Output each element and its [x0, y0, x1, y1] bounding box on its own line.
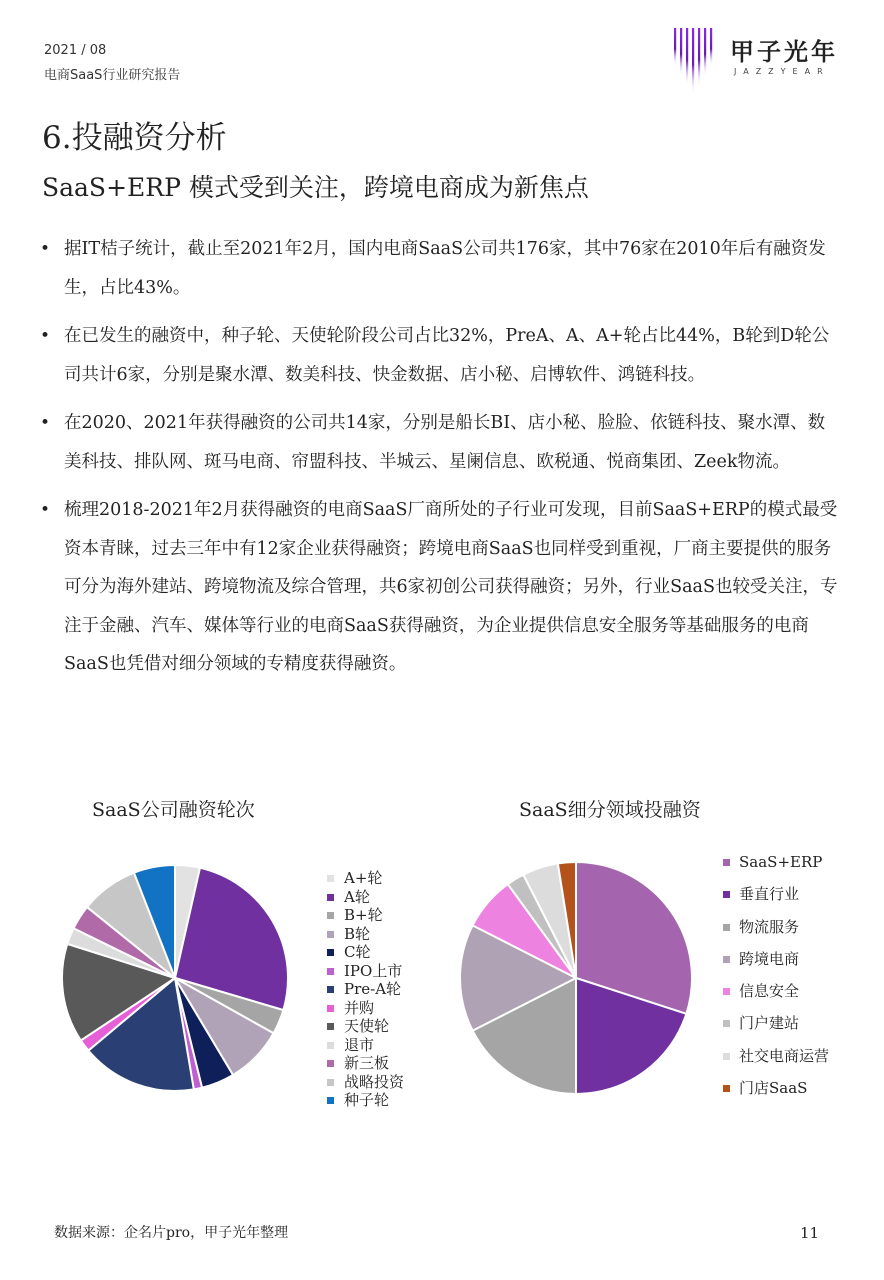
- legend-label: 天使轮: [344, 1017, 390, 1035]
- legend-swatch: [723, 891, 730, 898]
- legend-label: 物流服务: [739, 917, 800, 936]
- chart-title-rounds: SaaS公司融资轮次: [92, 799, 255, 821]
- legend-swatch: [327, 968, 334, 975]
- legend-item: [723, 943, 829, 975]
- legend-item: [723, 1007, 829, 1039]
- legend-label: IPO上市: [344, 961, 403, 980]
- legend-label: B轮: [344, 924, 371, 943]
- legend-swatch: [723, 859, 730, 866]
- report-title: 电商SaaS行业研究报告: [44, 68, 181, 83]
- legend-swatch: [327, 875, 334, 882]
- legend-item: [723, 846, 829, 878]
- legend-item: [723, 878, 829, 910]
- legend-item: [723, 911, 829, 943]
- legend-item: [327, 980, 404, 999]
- legend-swatch: [327, 1060, 334, 1067]
- legend-item: [723, 1072, 829, 1104]
- legend-swatch: [723, 956, 730, 963]
- legend-swatch: [327, 1079, 334, 1086]
- legend-label: 退市: [344, 1035, 375, 1054]
- legend-swatch: [327, 986, 334, 993]
- bullet-item: • 据IT桔子统计，截止至2021年2月，国内电商SaaS公司共176家，其中76家在2010年后有融资发生，占比43%。: [38, 230, 838, 307]
- legend-item: [327, 888, 404, 907]
- logo-bars-icon: [672, 26, 724, 96]
- section-subtitle: SaaS+ERP 模式受到关注，跨境电商成为新焦点: [42, 173, 589, 202]
- legend-item: [723, 1040, 829, 1072]
- legend-label: 垂直行业: [739, 885, 800, 904]
- logo: [672, 26, 842, 96]
- legend-swatch: [723, 924, 730, 931]
- legend-rounds: [327, 869, 404, 1110]
- legend-swatch: [327, 1042, 334, 1049]
- legend-swatch: [327, 1005, 334, 1012]
- pie-chart-rounds: [60, 863, 290, 1093]
- legend-swatch: [327, 949, 334, 956]
- legend-segments: [723, 846, 829, 1104]
- logo-subtitle: JAZZYEAR: [734, 67, 830, 76]
- legend-swatch: [327, 894, 334, 901]
- report-date: 2021 / 08: [44, 43, 107, 58]
- legend-swatch: [723, 988, 730, 995]
- legend-item: [327, 906, 404, 925]
- page-number: 11: [800, 1224, 820, 1242]
- legend-item: [327, 869, 404, 888]
- legend-item: [327, 943, 404, 962]
- legend-item: [327, 1036, 404, 1055]
- data-source-note: 数据来源：企名片pro，甲子光年整理: [54, 1225, 289, 1241]
- pie-chart-segments: [458, 860, 694, 1096]
- legend-label: C轮: [344, 943, 371, 961]
- legend-item: [327, 999, 404, 1018]
- legend-swatch: [327, 1097, 334, 1104]
- legend-swatch: [723, 1020, 730, 1027]
- bullet-item: • 梳理2018-2021年2月获得融资的电商SaaS厂商所处的子行业可发现，目前SaaS+ERP的模式最受资本青睐，过去三年中有12家企业获得融资；跨境电商SaaS也同样受到重视，厂商主要提供的服务可分为海外建站、跨境物流及综合管理，共6家初创公司获得融资；另外，行业SaaS也较受关注，专注于金融、汽车、媒体等行业的电商SaaS获得融资，为企业提供信息安全服务等基础服务的电商SaaS也凭借对细分领域的专精度获得融资。: [38, 491, 838, 684]
- legend-label: 门户建站: [739, 1014, 800, 1033]
- legend-swatch: [723, 1085, 730, 1092]
- bullet-item: • 在已发生的融资中，种子轮、天使轮阶段公司占比32%，PreA、A、A+轮占比44%，B轮到D轮公司共计6家，分别是聚水潭、数美科技、快金数据、店小秘、启博软件、鸿链科技。: [38, 317, 838, 394]
- legend-item: [327, 1073, 404, 1092]
- legend-label: 并购: [344, 998, 375, 1017]
- legend-label: 种子轮: [344, 1091, 390, 1109]
- chart-title-segments: SaaS细分领域投融资: [519, 799, 701, 821]
- legend-item: [327, 1091, 404, 1110]
- legend-item: [327, 1054, 404, 1073]
- legend-label: 战略投资: [344, 1072, 405, 1091]
- legend-item: [327, 925, 404, 944]
- legend-label: 门店SaaS: [739, 1079, 808, 1098]
- section-title: 6.投融资分析: [42, 120, 227, 156]
- legend-label: 信息安全: [739, 982, 800, 1001]
- legend-label: SaaS+ERP: [739, 853, 823, 871]
- legend-label: 社交电商运营: [739, 1046, 830, 1065]
- legend-item: [327, 962, 404, 981]
- bullet-item: • 在2020、2021年获得融资的公司共14家，分别是船长BI、店小秘、脸脸、依链科技、聚水潭、数美科技、排队网、斑马电商、帘盟科技、半城云、星阑信息、欧税通、悦商集团、Zeek物流。: [38, 404, 838, 481]
- legend-label: 新三板: [344, 1054, 390, 1072]
- legend-label: B+轮: [344, 906, 383, 924]
- legend-item: [723, 975, 829, 1007]
- legend-label: 跨境电商: [739, 949, 800, 968]
- legend-swatch: [327, 1023, 334, 1030]
- logo-name: 甲子光年: [730, 38, 838, 66]
- legend-swatch: [327, 931, 334, 938]
- legend-swatch: [327, 912, 334, 919]
- bullet-list: [38, 230, 838, 694]
- legend-item: [327, 1017, 404, 1036]
- legend-label: A轮: [344, 887, 370, 906]
- legend-label: A+轮: [344, 869, 383, 887]
- legend-label: Pre-A轮: [344, 980, 402, 998]
- legend-swatch: [723, 1053, 730, 1060]
